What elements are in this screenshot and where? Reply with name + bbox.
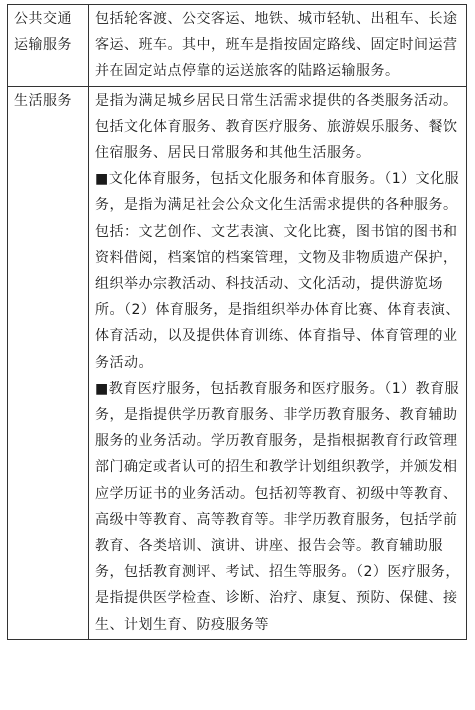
description-cell — [89, 86, 467, 639]
description-cell — [89, 5, 467, 87]
service-definition-table — [7, 4, 467, 640]
category-cell: 公共交通运输服务 — [8, 5, 89, 87]
education-medical-paragraph: ■教育医疗服务，包括教育服务和医疗服务。（1）教育服务，是指提供学历教育服务、非学历教育服务、教育辅助服务的业务活动。学历教育服务，是指根据教育行政管理部门确定或者认可的招生和教学计划组织教学，并颁发相应学历证书的业务活动。包括初等教育、初级中等教育、高级中等教育、高等教育等。非学历教育服务，包括学前教育、各类培训、演讲、讲座、报告会等。教育辅助服务，包括教育测评、考试、招生等服务。（2）医疗服务，是指提供医学检查、诊断、治疗、康复、预防、保健、接生、计划生育、防疫服务等 — [95, 380, 460, 633]
table-row-public-transport — [8, 5, 467, 87]
description-paragraph: 包括轮客渡、公交客运、地铁、城市轻轨、出租车、长途客运、班车。其中，班车是指按固定路线、固定时间运营并在固定站点停靠的运送旅客的陆路运输服务。 — [95, 11, 458, 80]
description-paragraph: 是指为满足城乡居民日常生活需求提供的各类服务活动。包括文化体育服务、教育医疗服务、旅游娱乐服务、餐饮住宿服务、居民日常服务和其他生活服务。 — [95, 92, 458, 162]
culture-sports-paragraph: ■文化体育服务，包括文化服务和体育服务。（1）文化服务，是指为满足社会公众文化生活需求提供的各种服务。包括：文艺创作、文艺表演、文化比赛，图书馆的图书和资料借阅，档案馆的档案管理，文物及非物质遗产保护，组织举办宗教活动、科技活动、文化活动，提供游览场所。（2）体育服务，是指组织举办体育比赛、体育表演、体育活动，以及提供体育训练、体育指导、体育管理的业务活动。 — [95, 171, 460, 371]
category-cell: 生活服务 — [8, 86, 89, 639]
table-row-life-services — [8, 86, 467, 639]
